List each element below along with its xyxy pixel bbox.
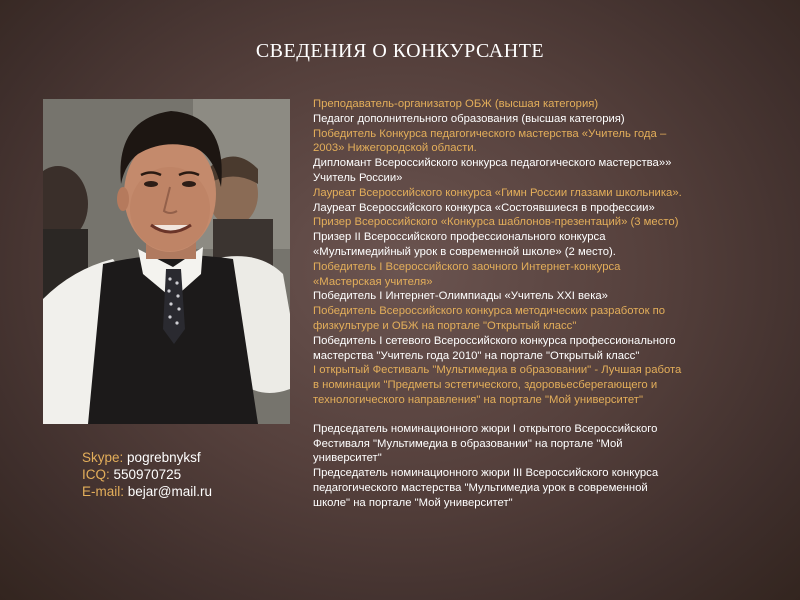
achievement-line: «Мастерская учителя» <box>313 275 433 288</box>
achievement-line: «Мультимедийный урок в современной школе» (2 место). <box>313 245 616 258</box>
jury-line: Председатель номинационного жюри III Всероссийского конкурса <box>313 467 659 480</box>
email-value: bejar@mail.ru <box>127 484 213 499</box>
icq-label: ICQ: <box>82 467 110 482</box>
achievement-line: 2003» Нижегородской области. <box>313 142 477 155</box>
icq-line <box>82 466 302 483</box>
email-line <box>82 483 302 500</box>
achievement-line: Дипломант Всероссийского конкурса педагогического мастерства»» <box>313 157 672 170</box>
achievement-line: I открытый Фестиваль "Мультимедиа в образовании" - Лучшая работа <box>313 364 682 377</box>
achievement-line: Лауреат Всероссийского конкурса «Гимн России глазами школьника». <box>313 186 682 199</box>
achievement-line: Победитель Всероссийского конкурса методических разработок по <box>313 305 666 318</box>
achievement-line: в номинации "Предметы эстетического, здоровьесберегающего и <box>313 379 658 392</box>
achievement-line: Победитель I Интернет-Олимпиады «Учитель XXI века» <box>313 290 608 303</box>
slide-title: СВЕДЕНИЯ О КОНКУРСАНТЕ <box>255 40 545 62</box>
achievement-line: Победитель I Всероссийского заочного Интернет-конкурса <box>313 260 621 273</box>
achievement-line: Призер II Всероссийского профессионального конкурса <box>313 231 606 244</box>
jury-line: педагогического мастерства "Мультимедиа урок в современной <box>313 481 648 494</box>
skype-value: pogrebnyksf <box>127 450 201 465</box>
portrait-photo <box>43 99 290 424</box>
jury-line: университет" <box>313 452 382 465</box>
achievement-line: Победитель Конкурса педагогического мастерства «Учитель года – <box>313 127 667 140</box>
icq-value: 550970725 <box>113 467 182 482</box>
achievement-line: технологического направления" на портале "Мой университет" <box>313 393 643 406</box>
achievement-line: Учитель России» <box>313 171 403 184</box>
achievement-line: физкультуре и ОБЖ на портале "Открытый класс" <box>313 319 577 332</box>
achievement-line: мастерства "Учитель года 2010" на портале "Открытый класс" <box>313 349 640 362</box>
jury-line: Председатель номинационного жюри I открытого Всероссийского <box>313 422 658 435</box>
achievement-line: Преподаватель-организатор ОБЖ (высшая категория) <box>313 98 599 110</box>
email-label: E-mail: <box>82 484 125 499</box>
contact-info <box>82 449 302 500</box>
jury-line: школе" на портале "Мой университет" <box>313 496 513 509</box>
achievement-line: Победитель I сетевого Всероссийского конкурса профессионального <box>313 334 676 347</box>
jury-line: Фестиваля "Мультимедиа в образовании" на портале "Мой <box>313 437 623 450</box>
achievement-line: Лауреат Всероссийского конкурса «Состоявшиеся в профессии» <box>313 201 655 214</box>
achievements-text <box>313 97 768 511</box>
achievement-line: Призер Всероссийского «Конкурса шаблонов-презентаций» (3 место) <box>313 216 679 229</box>
achievement-line: Педагог дополнительного образования (высшая категория) <box>313 112 625 125</box>
skype-line <box>82 449 302 466</box>
skype-label: Skype: <box>82 450 124 465</box>
paragraph-gap <box>313 408 768 422</box>
